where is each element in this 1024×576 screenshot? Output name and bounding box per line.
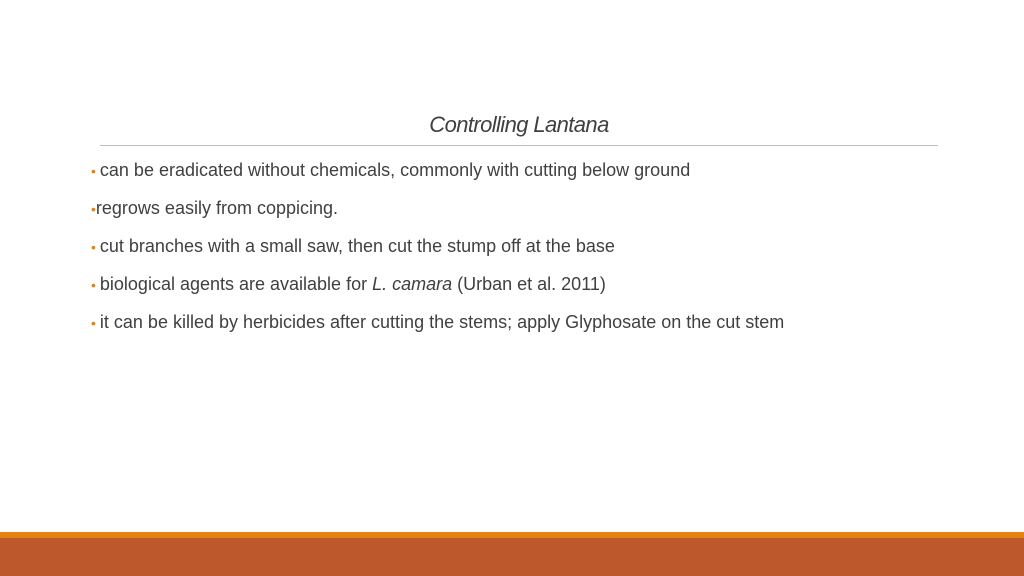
bullet-item <box>91 194 784 232</box>
bullet-text: cut branches with a small saw, then cut the stump off at the base <box>99 236 615 256</box>
bullet-dot-icon: • <box>91 163 96 179</box>
bullet-text: it can be killed by herbicides after cutting the stems; apply Glyphosate on the cut stem <box>99 312 785 332</box>
bullet-text-post: (Urban et al. 2011) <box>452 274 606 294</box>
bullet-dot-icon: • <box>91 277 96 293</box>
bullet-dot-icon: • <box>91 315 96 331</box>
bullet-list <box>91 156 784 346</box>
bullet-text: regrows easily from coppicing. <box>95 198 339 218</box>
slide-title: Controlling Lantana <box>429 112 609 137</box>
bullet-dot-icon: • <box>91 201 96 217</box>
bullet-text: can be eradicated without chemicals, commonly with cutting below ground <box>99 160 691 180</box>
bullet-item <box>91 308 784 346</box>
footer-band <box>0 538 1024 576</box>
bullet-text-pre: biological agents are available for <box>99 274 373 294</box>
bullet-item <box>91 270 784 308</box>
species-name: L. camara <box>372 274 453 294</box>
bullet-item <box>91 232 784 270</box>
title-divider <box>100 145 938 146</box>
bullet-dot-icon: • <box>91 239 96 255</box>
bullet-item <box>91 156 784 194</box>
